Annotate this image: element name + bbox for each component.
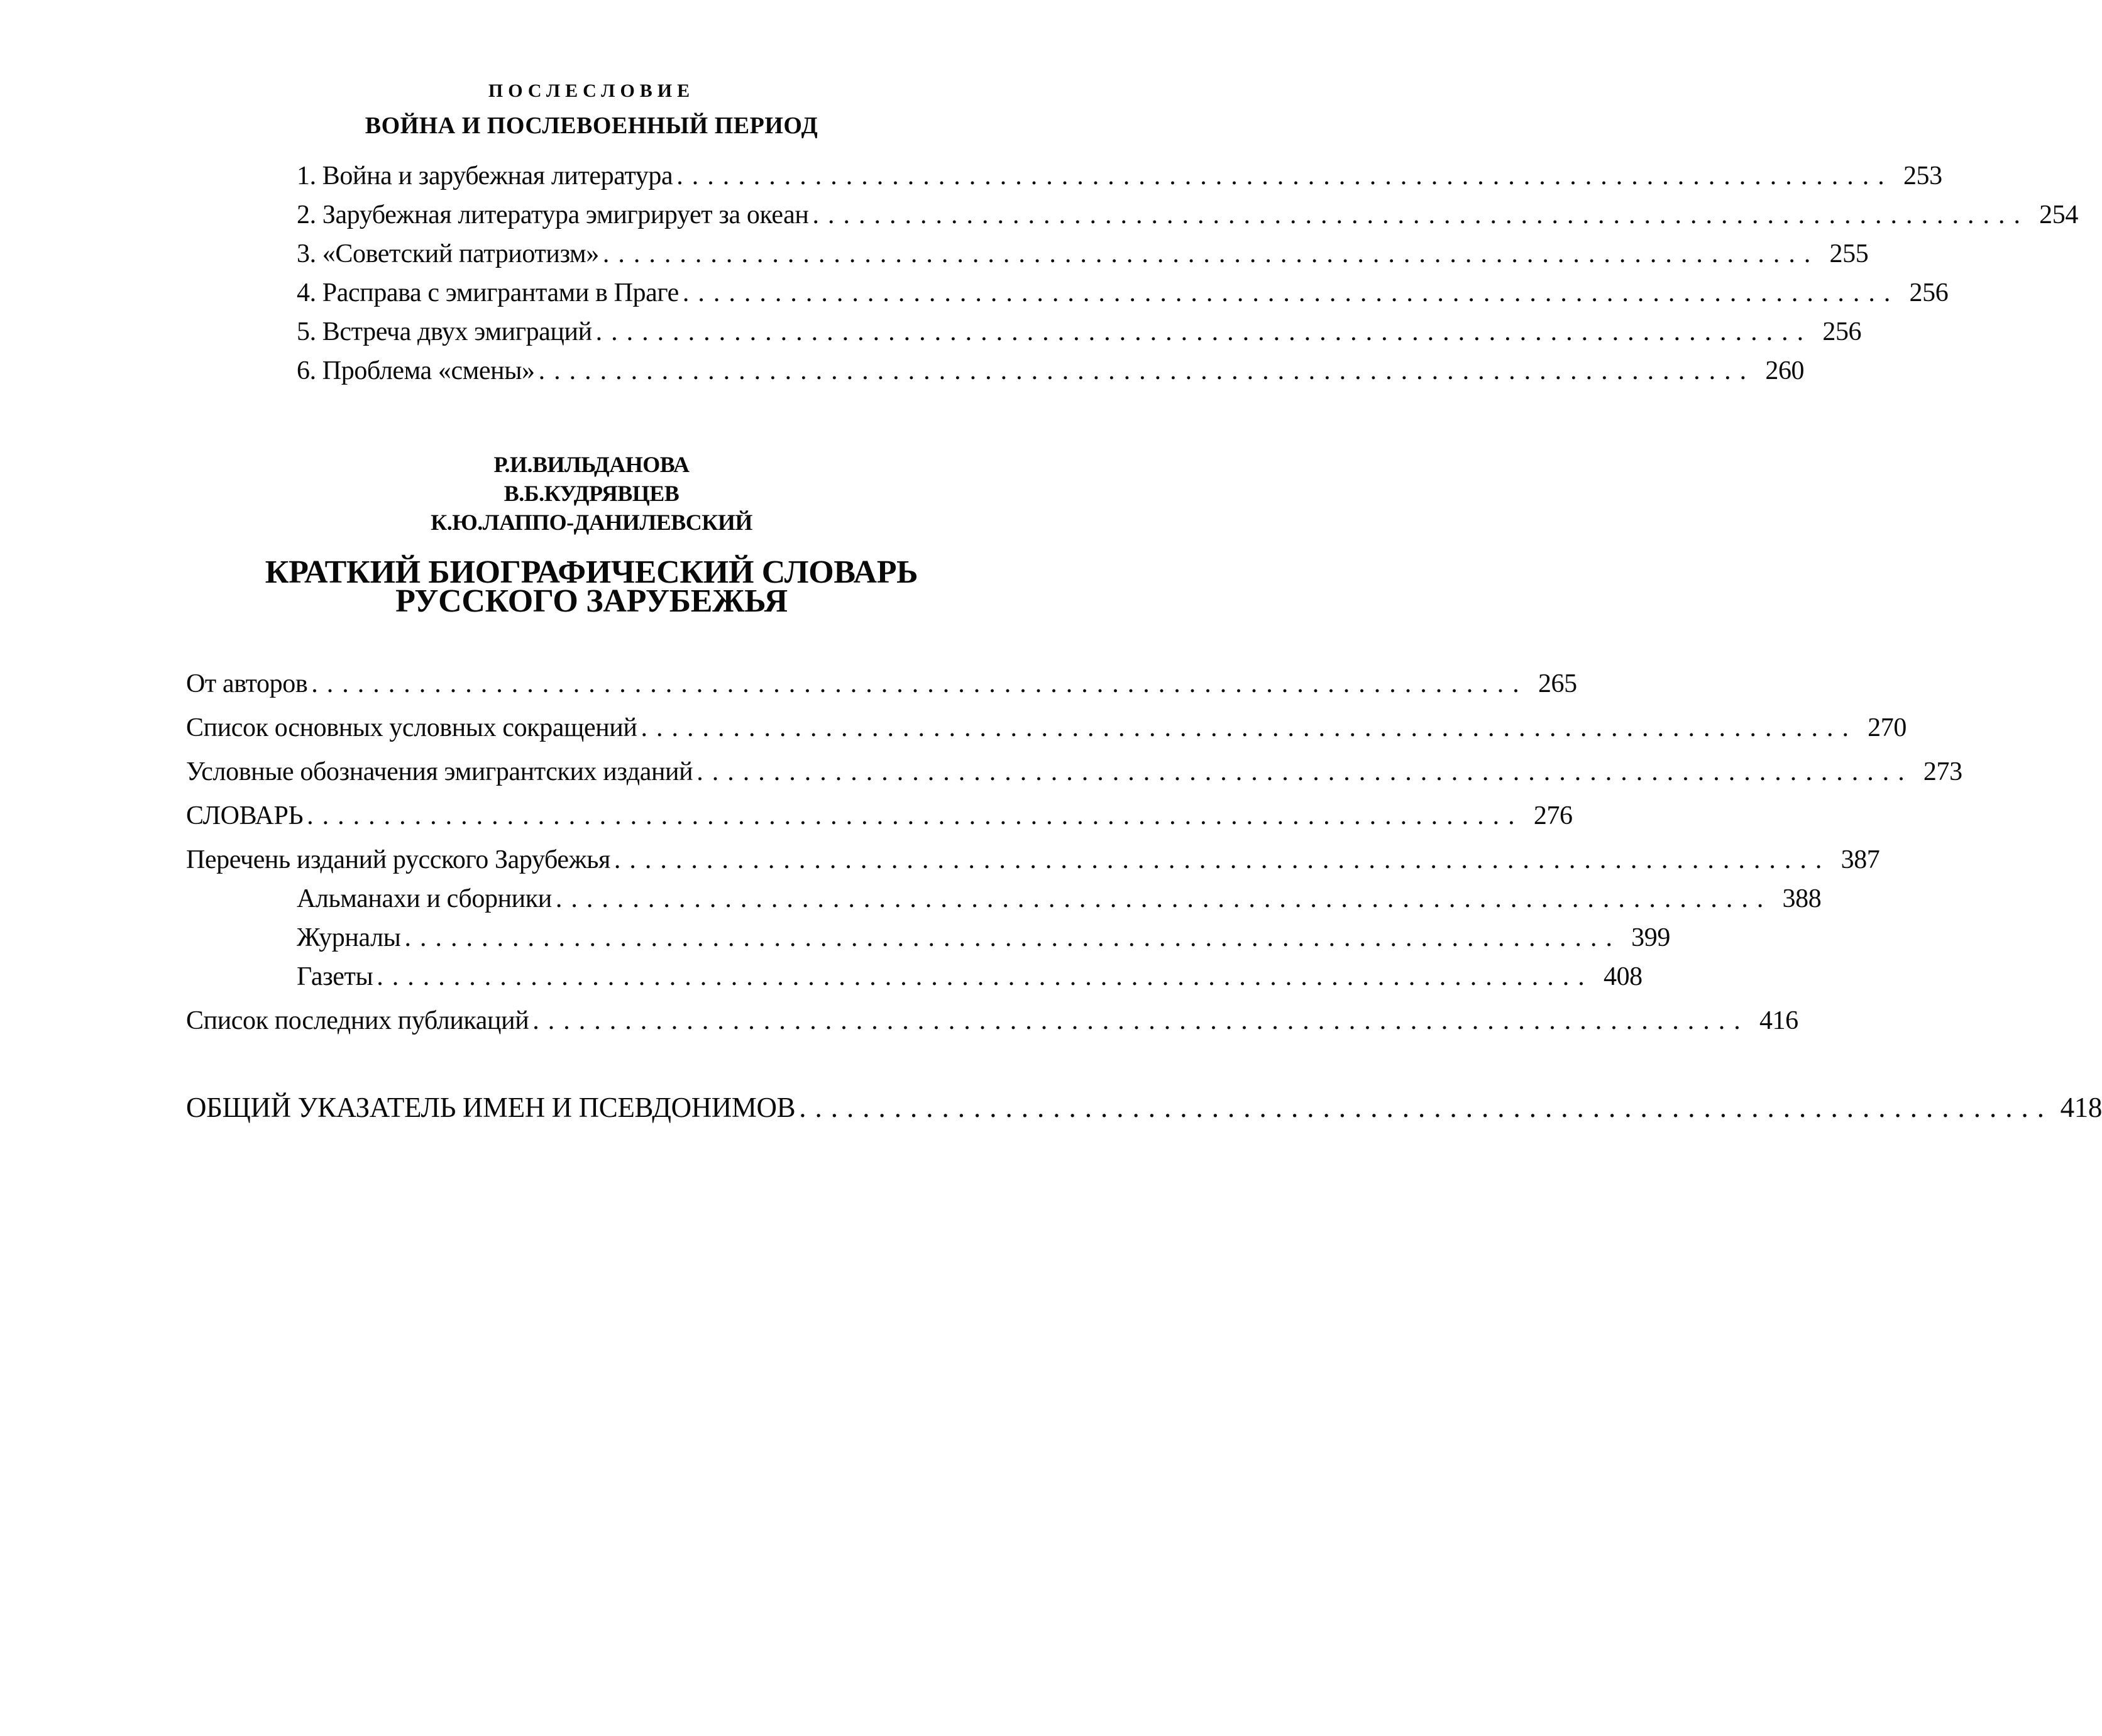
toc-entry-page: 387	[1841, 845, 1880, 874]
toc-entry-page: 388	[1782, 884, 1822, 913]
dictionary-title-line: КРАТКИЙ БИОГРАФИЧЕСКИЙ СЛОВАРЬ	[265, 554, 918, 590]
toc-entry-title: 2. Зарубежная литература эмигрирует за океан	[297, 201, 809, 229]
dot-leader: ...............................................................................	[532, 1006, 1749, 1035]
toc-entry-page: 256	[1822, 317, 1862, 346]
dot-leader: ...............................................................................	[404, 923, 1621, 952]
toc-entry-page: 273	[1923, 757, 1962, 786]
dot-leader: ...............................................................................	[311, 669, 1528, 698]
toc-entry-title: 6. Проблема «смены»	[297, 356, 535, 385]
dot-leader: ...............................................................................	[538, 356, 1756, 385]
toc-entry[interactable]	[297, 356, 1805, 386]
dot-leader: ...............................................................................	[682, 278, 1900, 307]
dictionary-title	[0, 554, 1183, 619]
dot-leader: ...............................................................................	[799, 1092, 2053, 1123]
toc-entry-page: 253	[1903, 162, 1942, 190]
dot-leader: ...............................................................................	[555, 884, 1773, 913]
dot-leader: ...............................................................................	[641, 713, 1857, 742]
toc-subentry[interactable]	[297, 884, 1822, 914]
toc-entry-title: Перечень изданий русского Зарубежья	[186, 845, 610, 874]
toc-entry[interactable]	[186, 669, 1577, 699]
toc-entry-title: 5. Встреча двух эмиграций	[297, 317, 592, 346]
dot-leader: ...............................................................................	[812, 201, 2029, 229]
toc-entry-page: 416	[1759, 1006, 1798, 1035]
toc-entry-page: 255	[1829, 239, 1869, 268]
toc-entry-page: 260	[1765, 356, 1805, 385]
dot-leader: ...............................................................................	[595, 317, 1813, 346]
author-name: В.Б.КУДРЯВЦЕВ	[503, 481, 680, 506]
toc-entry[interactable]	[186, 1006, 1798, 1036]
toc-entry[interactable]	[297, 239, 1869, 269]
author-name: К.Ю.ЛАППО-ДАНИЛЕВСКИЙ	[431, 510, 752, 535]
dictionary-title-line: РУССКОГО ЗАРУБЕЖЬЯ	[395, 583, 788, 619]
toc-entry-page: 418	[2060, 1092, 2102, 1123]
toc-entry-page: 276	[1533, 801, 1573, 830]
toc-subentry[interactable]	[297, 962, 1643, 992]
toc-entry[interactable]	[297, 317, 1862, 347]
toc-entry-page: 399	[1631, 923, 1670, 952]
toc-entry-title: От авторов	[186, 669, 308, 698]
dot-leader: ...............................................................................	[377, 962, 1593, 991]
toc-entry-title: Условные обозначения эмигрантских изданий	[186, 757, 693, 786]
toc-entry[interactable]	[297, 200, 2078, 230]
toc-entry[interactable]	[297, 161, 1942, 191]
toc-entry-page: 265	[1538, 669, 1577, 698]
toc-entry-page: 254	[2039, 201, 2078, 229]
toc-entry-title: Список последних публикаций	[186, 1006, 529, 1035]
toc-entry-title: ОБЩИЙ УКАЗАТЕЛЬ ИМЕН И ПСЕВДОНИМОВ	[186, 1092, 796, 1123]
toc-entry-title: Журналы	[297, 923, 401, 952]
toc-entry-title: 3. «Советский патриотизм»	[297, 239, 599, 268]
dot-leader: ...............................................................................	[307, 801, 1524, 830]
toc-subentry[interactable]	[297, 923, 1670, 953]
toc-entry-title: Газеты	[297, 962, 373, 991]
author-name: Р.И.ВИЛЬДАНОВА	[493, 452, 690, 477]
toc-entry-index[interactable]	[186, 1091, 2102, 1124]
dot-leader: ...............................................................................	[696, 757, 1913, 786]
toc-entry-page: 270	[1868, 713, 1907, 742]
toc-entry-title: 4. Расправа с эмигрантами в Праге	[297, 278, 679, 307]
toc-entry-page: 408	[1603, 962, 1643, 991]
afterword-label: ПОСЛЕСЛОВИЕ	[488, 80, 695, 101]
dot-leader: ...............................................................................	[602, 239, 1820, 268]
toc-entry[interactable]	[186, 713, 1907, 743]
dot-leader: ...............................................................................	[614, 845, 1831, 874]
toc-entry[interactable]	[186, 845, 1880, 875]
toc-entry[interactable]	[186, 757, 1962, 787]
toc-entry-title: 1. Война и зарубежная литература	[297, 162, 673, 190]
afterword-title: ВОЙНА И ПОСЛЕВОЕННЫЙ ПЕРИОД	[365, 113, 818, 139]
toc-entry-page: 256	[1909, 278, 1949, 307]
toc-entry[interactable]	[186, 801, 1573, 831]
toc-entry[interactable]	[297, 278, 1949, 308]
toc-entry-title: СЛОВАРЬ	[186, 801, 304, 830]
toc-entry-title: Список основных условных сокращений	[186, 713, 637, 742]
dot-leader: ...............................................................................	[676, 162, 1893, 190]
toc-entry-title: Альманахи и сборники	[297, 884, 552, 913]
